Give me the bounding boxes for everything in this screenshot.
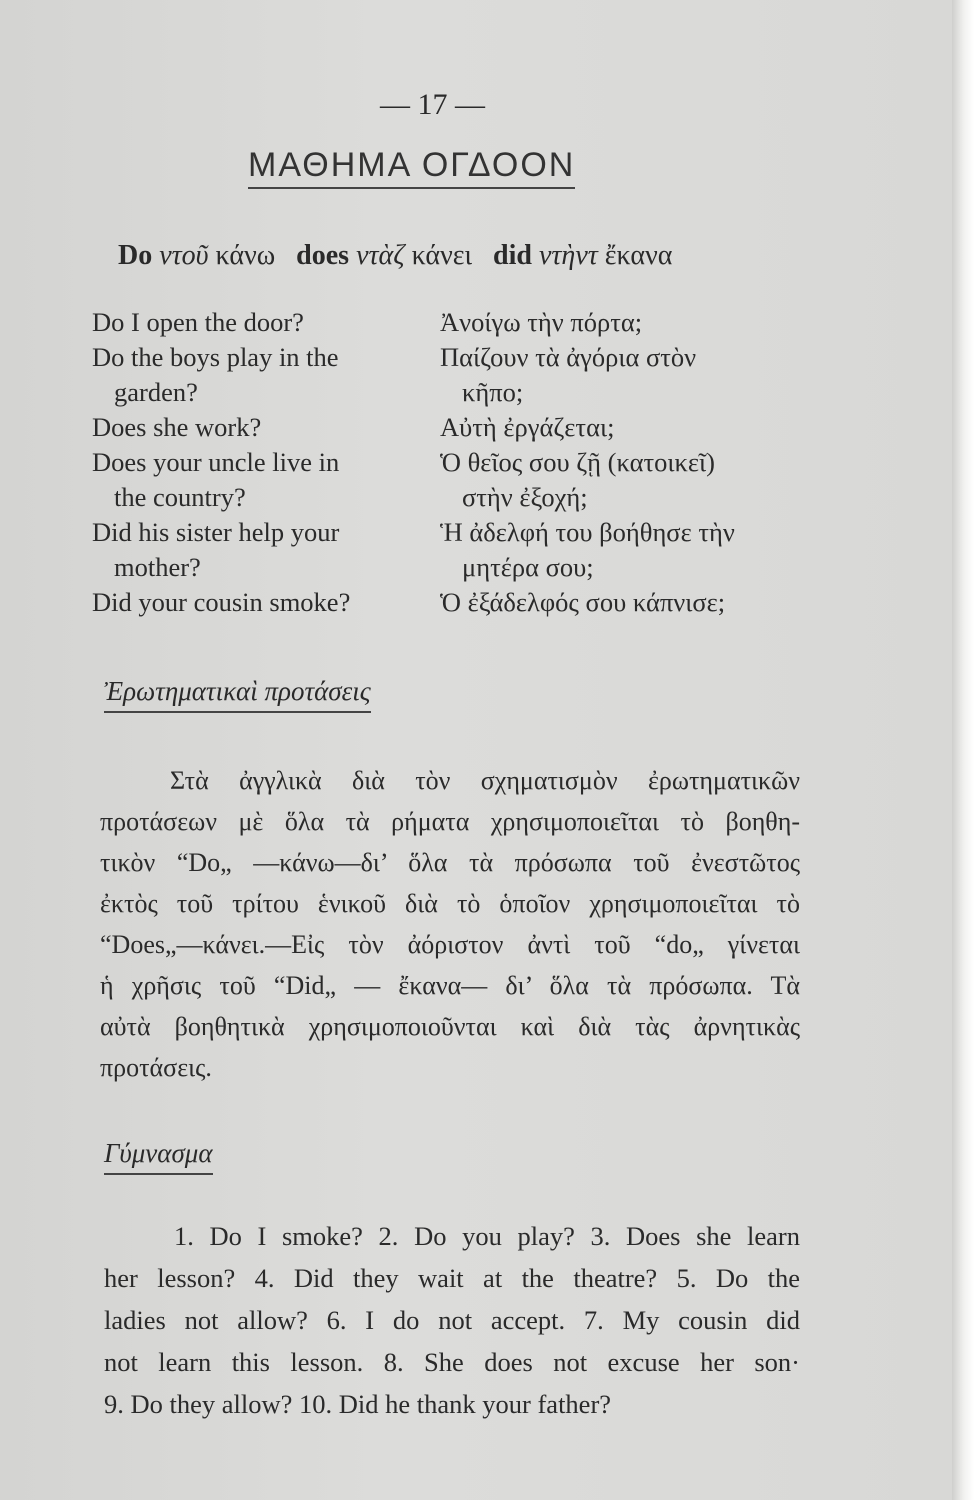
- paragraph-line: προτάσεις.: [100, 1053, 212, 1082]
- verb-greek-do: κάνω: [215, 240, 276, 271]
- paragraph-line: ἐκτὸς τοῦ τρίτου ἑνικοῦ διὰ τὸ ὁποῖον χρησιμοποιεῖται τὸ: [100, 889, 800, 918]
- exercise-paragraph: [104, 1215, 800, 1425]
- question-line: Does she work?: [92, 412, 262, 442]
- lesson-title: ΜΑΘΗΜΑ ΟΓΔΟΟΝ: [248, 146, 575, 189]
- page-edge: [952, 0, 974, 1500]
- verb-pron-did: ντὴντ: [538, 240, 598, 271]
- translation-line: μητέρα σου;: [462, 552, 594, 582]
- question-line: [92, 340, 412, 375]
- verb-english-do: Do: [118, 240, 153, 271]
- translation-line: Παίζουν τὰ ἀγόρια στὸν: [440, 342, 697, 372]
- translation-line: Ὁ ἐξάδελφός σου κάπνισε;: [440, 587, 726, 617]
- paragraph-line: “Does„—κάνει.—Εἰς τὸν ἀόριστον ἀντὶ τοῦ “do„ γίνεται: [100, 930, 800, 959]
- question-text: Do the boys play in the: [92, 342, 339, 372]
- section-heading-questions: Ἐρωτηματικαὶ προτάσεις: [104, 676, 371, 713]
- greek-translations: [440, 305, 800, 620]
- translation-line: στὴν ἐξοχή;: [462, 482, 588, 512]
- question-line: Does your uncle live in: [92, 447, 340, 477]
- exercise-line: not learn this lesson. 8. She does not excuse her son·: [104, 1347, 800, 1377]
- translation-line: Ἡ ἀδελφή του βοήθησε τὴν: [440, 517, 735, 547]
- question-line: mother?: [114, 552, 201, 582]
- verb-english-does: does: [296, 240, 350, 271]
- exercise-line: 1. Do I smoke? 2. Do you play? 3. Does she learn: [174, 1221, 800, 1251]
- translation-line: κῆπο;: [462, 377, 524, 407]
- page-number: — 17 —: [380, 88, 485, 121]
- exercise-line: her lesson? 4. Did they wait at the theatre? 5. Do the: [104, 1263, 800, 1293]
- question-line: Did his sister help your: [92, 517, 340, 547]
- question-line: the country?: [114, 482, 246, 512]
- exercise-line: 9. Do they allow? 10. Did he thank your father?: [104, 1389, 612, 1419]
- question-line: garden?: [114, 377, 198, 407]
- verb-pron-does: ντὰζ: [356, 240, 405, 271]
- paragraph-line: τικὸν “Do„ —κάνω—δι’ ὅλα τὰ πρόσωπα τοῦ ἐνεστῶτος: [100, 848, 800, 877]
- paragraph-line: αὐτὰ βοηθητικὰ χρησιμοποιοῦνται καὶ διὰ τὰς ἀρνητικὰς: [100, 1012, 800, 1041]
- translation-line: Ἀνοίγω τὴν πόρτα;: [440, 307, 643, 337]
- question-line: Did your cousin smoke?: [92, 587, 351, 617]
- paragraph-line: Στὰ ἀγγλικὰ διὰ τὸν σχηματισμὸν ἐρωτηματικῶν: [170, 766, 800, 795]
- section-heading-exercise: Γύμνασμα: [104, 1138, 213, 1175]
- verb-greek-does: κάνει: [411, 240, 473, 271]
- verb-pron-do: ντοῦ: [159, 240, 209, 271]
- translation-line: Αὐτὴ ἐργάζεται;: [440, 412, 615, 442]
- paragraph-line: προτάσεων μὲ ὅλα τὰ ρήματα χρησιμοποιεῖται τὸ βοηθη-: [100, 807, 800, 836]
- verb-greek-did: ἔκανα: [604, 240, 673, 271]
- question-line: Do I open the door?: [92, 307, 304, 337]
- verb-english-did: did: [493, 240, 532, 271]
- english-questions: [92, 305, 412, 620]
- translation-line: Ὁ θεῖος σου ζῇ (κατοικεῖ): [440, 447, 715, 477]
- paragraph-line: ἡ χρῆσις τοῦ “Did„ — ἔκανα— δι’ ὅλα τὰ πρόσωπα. Τὰ: [100, 971, 800, 1000]
- verb-forms-line: [118, 240, 672, 272]
- explanation-paragraph: [100, 760, 800, 1088]
- exercise-line: ladies not allow? 6. I do not accept. 7. My cousin did: [104, 1305, 800, 1335]
